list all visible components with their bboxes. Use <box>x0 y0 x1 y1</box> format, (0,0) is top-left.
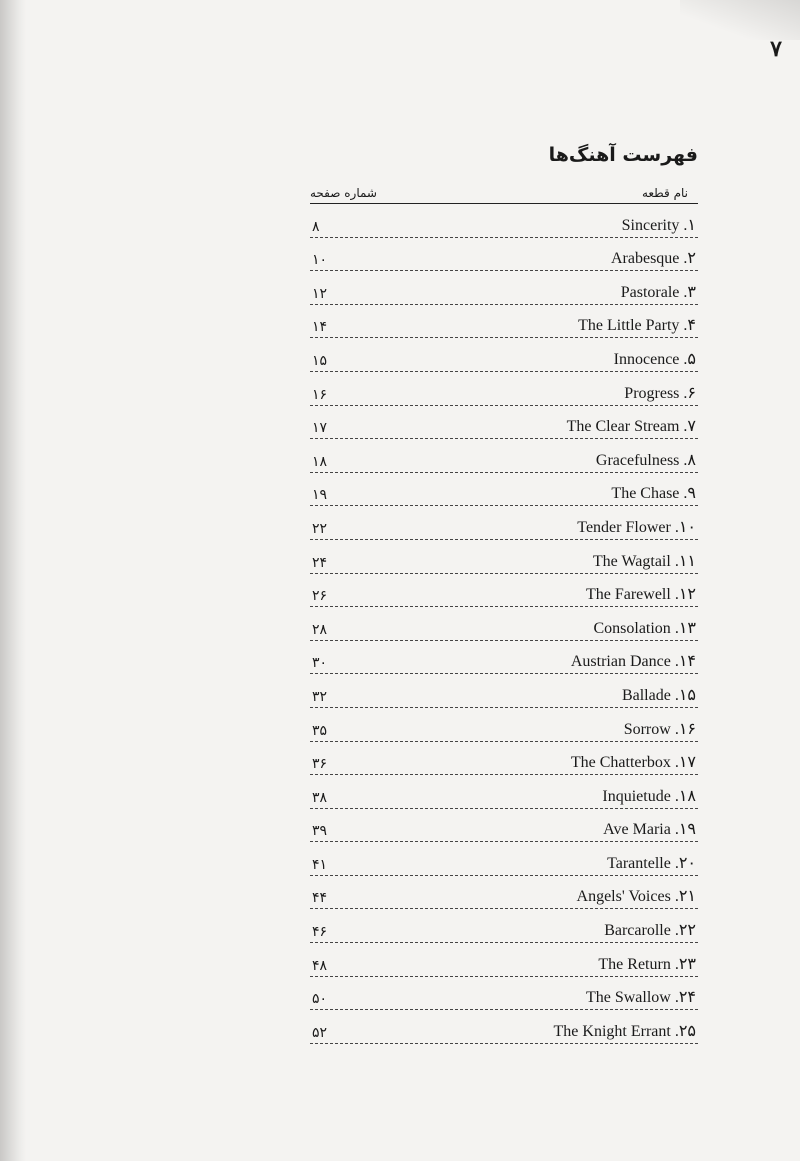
toc-header <box>310 174 698 204</box>
toc-title: فهرست آهنگ‌ها <box>548 144 698 166</box>
toc-page-number: ۲۴ <box>312 554 328 571</box>
toc-page-number: ۴۴ <box>312 890 328 907</box>
toc-entry <box>624 383 696 403</box>
table-of-contents <box>310 136 698 1044</box>
toc-entry-title: Ballade <box>621 686 671 704</box>
toc-entry-title: The Farewell <box>585 586 671 604</box>
toc-page-number: ۱۹ <box>312 487 328 504</box>
toc-entry-number: .۵ <box>683 350 696 368</box>
toc-entry-number: .۶ <box>683 384 696 402</box>
toc-entry-title: The Little Party <box>578 317 680 335</box>
toc-row[interactable] <box>310 943 698 977</box>
toc-entry <box>554 1021 696 1041</box>
toc-entry-number: .۱۳ <box>674 619 696 637</box>
toc-row[interactable] <box>310 641 698 675</box>
toc-entry-number: .۱۶ <box>674 720 696 738</box>
toc-entry-title: The Wagtail <box>592 552 671 570</box>
toc-entry-title: Progress <box>624 384 680 402</box>
toc-entry <box>607 853 696 873</box>
toc-entry <box>621 282 696 302</box>
toc-entry-number: .۱۰ <box>674 518 696 536</box>
toc-page-number: ۳۵ <box>312 722 328 739</box>
corner-shade <box>680 0 800 40</box>
toc-entry-title: The Return <box>598 955 671 973</box>
toc-page-number: ۱۵ <box>312 352 328 369</box>
page-number: ۷ <box>770 36 782 61</box>
toc-entry <box>596 450 696 470</box>
toc-row[interactable] <box>310 674 698 708</box>
toc-entry-title: Ave Maria <box>603 821 671 839</box>
toc-entry-title: Consolation <box>593 619 671 637</box>
toc-page-number: ۱۸ <box>312 453 328 470</box>
toc-entry-number: .۱ <box>683 216 696 234</box>
toc-row[interactable] <box>310 1010 698 1044</box>
column-page-header: شماره صفحه <box>310 186 377 200</box>
toc-page-number: ۳۲ <box>312 688 328 705</box>
toc-row[interactable] <box>310 338 698 372</box>
toc-row[interactable] <box>310 708 698 742</box>
toc-page-number: ۱۴ <box>312 319 328 336</box>
toc-row[interactable] <box>310 909 698 943</box>
toc-entry-title: The Chatterbox <box>570 754 671 772</box>
toc-entry-number: .۹ <box>683 485 696 503</box>
toc-entry-number: .۱۹ <box>674 821 696 839</box>
toc-row[interactable] <box>310 473 698 507</box>
toc-row[interactable] <box>310 977 698 1011</box>
toc-entry-number: .۱۷ <box>674 754 696 772</box>
toc-entry-title: Austrian Dance <box>570 653 671 671</box>
toc-entry-number: .۲۲ <box>674 922 696 940</box>
toc-page-number: ۴۶ <box>312 924 328 941</box>
toc-page-number: ۱۰ <box>312 252 328 269</box>
toc-page-number: ۳۸ <box>312 789 328 806</box>
toc-page-number: ۳۶ <box>312 756 328 773</box>
toc-page-number: ۱۶ <box>312 386 328 403</box>
toc-row[interactable] <box>310 372 698 406</box>
toc-entry <box>567 416 696 436</box>
toc-entry-number: .۱۱ <box>674 552 696 570</box>
toc-entry-number: .۱۲ <box>674 586 696 604</box>
toc-entry-title: Arabesque <box>610 250 680 268</box>
toc-entry <box>571 752 696 772</box>
toc-entry-title: The Swallow <box>585 989 671 1007</box>
toc-entry <box>614 349 696 369</box>
toc-entry-number: .۲۱ <box>674 888 696 906</box>
toc-entry-number: .۴ <box>683 317 696 335</box>
toc-entry-number: .۲ <box>683 250 696 268</box>
toc-entry-title: The Chase <box>611 485 680 503</box>
toc-page-number: ۵۲ <box>312 1024 328 1041</box>
toc-entry <box>577 517 696 537</box>
toc-row[interactable] <box>310 876 698 910</box>
toc-row[interactable] <box>310 506 698 540</box>
toc-entry-title: The Clear Stream <box>566 418 680 436</box>
toc-page-number: ۳۰ <box>312 655 328 672</box>
toc-row[interactable] <box>310 439 698 473</box>
toc-row[interactable] <box>310 406 698 440</box>
toc-row[interactable] <box>310 775 698 809</box>
toc-row[interactable] <box>310 742 698 776</box>
toc-row[interactable] <box>310 809 698 843</box>
toc-list <box>310 204 698 1044</box>
toc-entry-number: .۲۴ <box>674 989 696 1007</box>
column-title-header: نام قطعه <box>641 186 688 200</box>
toc-page-number: ۴۸ <box>312 957 328 974</box>
toc-page-number: ۴۱ <box>312 856 328 873</box>
toc-row[interactable] <box>310 238 698 272</box>
toc-row[interactable] <box>310 204 698 238</box>
toc-entry-number: .۲۳ <box>674 955 696 973</box>
toc-entry-number: .۱۵ <box>674 686 696 704</box>
toc-row[interactable] <box>310 271 698 305</box>
toc-row[interactable] <box>310 842 698 876</box>
toc-entry-title: Sorrow <box>623 720 671 738</box>
toc-page-number: ۳۹ <box>312 823 328 840</box>
toc-row[interactable] <box>310 574 698 608</box>
toc-entry <box>611 483 696 503</box>
toc-entry-number: .۱۸ <box>674 787 696 805</box>
toc-entry <box>586 584 696 604</box>
toc-entry-title: The Knight Errant <box>553 1022 671 1040</box>
toc-entry-number: .۲۵ <box>674 1022 696 1040</box>
toc-entry <box>593 618 696 638</box>
toc-entry-number: .۷ <box>683 418 696 436</box>
toc-entry <box>586 987 696 1007</box>
toc-entry <box>598 954 696 974</box>
toc-entry <box>624 719 696 739</box>
toc-entry-title: Gracefulness <box>595 451 680 469</box>
toc-entry <box>604 920 696 940</box>
toc-entry-title: Tarantelle <box>607 854 671 872</box>
toc-entry <box>593 551 696 571</box>
toc-entry-title: Angels' Voices <box>576 888 671 906</box>
toc-entry <box>577 886 696 906</box>
toc-entry <box>578 315 696 335</box>
toc-entry-title: Barcarolle <box>604 922 671 940</box>
toc-page-number: ۲۲ <box>312 520 328 537</box>
toc-row[interactable] <box>310 305 698 339</box>
toc-entry-number: .۲۰ <box>674 854 696 872</box>
toc-entry-title: Inquietude <box>602 787 671 805</box>
toc-page-number: ۲۸ <box>312 621 328 638</box>
toc-entry-number: .۸ <box>683 451 696 469</box>
toc-entry-title: Tender Flower <box>577 518 671 536</box>
toc-page-number: ۱۲ <box>312 285 328 302</box>
toc-entry <box>622 685 696 705</box>
toc-entry-number: .۳ <box>683 283 696 301</box>
toc-entry-title: Pastorale <box>620 283 680 301</box>
toc-entry <box>611 248 696 268</box>
toc-entry-number: .۱۴ <box>674 653 696 671</box>
toc-entry <box>603 819 696 839</box>
toc-entry-title: Innocence <box>613 350 680 368</box>
toc-entry <box>571 651 696 671</box>
toc-page-number: ۵۰ <box>312 991 328 1008</box>
toc-page-number: ۲۶ <box>312 588 328 605</box>
toc-page-number: ۱۷ <box>312 420 328 437</box>
toc-entry <box>622 215 696 235</box>
toc-row[interactable] <box>310 540 698 574</box>
toc-entry-title: Sincerity <box>621 216 680 234</box>
toc-entry <box>602 786 696 806</box>
toc-row[interactable] <box>310 607 698 641</box>
toc-page-number: ۸ <box>312 218 320 235</box>
binding-shadow <box>0 0 26 1161</box>
